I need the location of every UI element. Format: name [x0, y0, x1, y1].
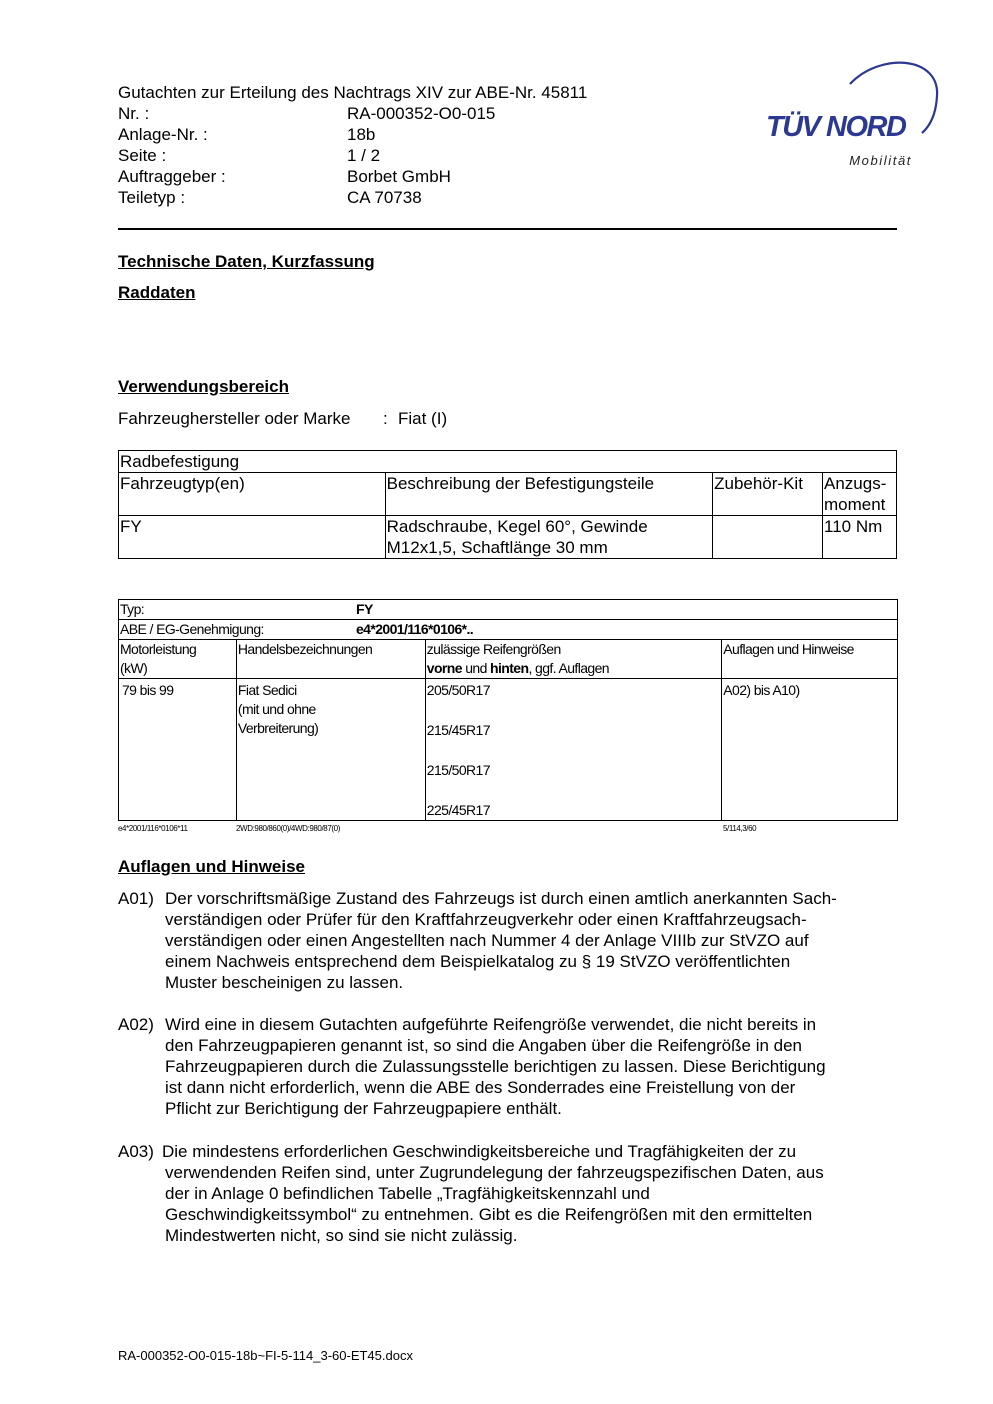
abe-value: e4*2001/116*0106*..	[356, 621, 474, 637]
reifen-rest: , ggf. Auflagen	[528, 660, 609, 676]
table-row	[119, 600, 898, 620]
tiny-note-approval: e4*2001/116*0106*11	[118, 824, 188, 833]
cell-beschreibung-line1: Radschraube, Kegel 60°, Gewinde	[386, 517, 648, 536]
manufacturer-label: Fahrzeughersteller oder Marke	[118, 409, 351, 428]
note-a02	[118, 1014, 898, 1119]
col-reifen-line2	[427, 659, 720, 678]
reifen-und: und	[461, 660, 491, 676]
radbefestigung-table	[118, 450, 897, 559]
handel-line3: Verbreiterung)	[237, 720, 319, 736]
tuev-nord-logo	[762, 58, 942, 173]
cell-auflagen: A02) bis A10)	[722, 679, 898, 821]
manufacturer-line	[118, 408, 618, 429]
note-line: Muster bescheinigen zu lassen.	[165, 973, 404, 992]
footer-filename: RA-000352-O0-015-18b~FI-5-114_3-60-ET45.docx	[118, 1348, 413, 1363]
note-a03	[118, 1141, 898, 1246]
tyre-size: 215/45R17	[426, 722, 490, 738]
header-value: 18b	[347, 125, 376, 144]
typ-label: Typ:	[120, 601, 145, 617]
header-value: CA 70738	[347, 188, 422, 207]
typ-row	[119, 600, 898, 620]
manufacturer-separator: :	[383, 409, 388, 428]
cell-beschreibung-line2: M12x1,5, Schaftlänge 30 mm	[386, 538, 608, 557]
header-divider	[118, 228, 897, 230]
section-raddaten: Raddaten	[118, 283, 196, 302]
note-line: verwendenden Reifen sind, unter Zugrundelegung der fahrzeugspezifischen Daten, aus	[165, 1163, 824, 1182]
section-verwendungsbereich: Verwendungsbereich	[118, 377, 289, 396]
col-motorleistung-line1: Motorleistung	[120, 641, 197, 657]
tiny-note-weights: 2WD:980/860(0)/4WD:980/87(0)	[236, 824, 340, 833]
header-row-anlage	[118, 124, 587, 145]
note-line: Pflicht zur Berichtigung der Fahrzeugpapiere enthält.	[165, 1099, 562, 1118]
table-row	[119, 451, 897, 473]
col-reifengroessen	[425, 640, 721, 679]
section-technische-daten: Technische Daten, Kurzfassung	[118, 252, 375, 271]
col-motorleistung-line2: (kW)	[120, 660, 148, 676]
reifen-vorne: vorne	[426, 660, 462, 676]
note-line: Geschwindigkeitssymbol“ zu entnehmen. Gibt es die Reifengrößen mit den ermittelten	[165, 1205, 813, 1224]
document-header	[118, 82, 587, 208]
cell-reifengroessen	[425, 679, 721, 821]
abe-label: ABE / EG-Genehmigung:	[120, 621, 264, 637]
tiny-note-bolt-pattern: 5/114,3/60	[723, 824, 757, 833]
header-label: Anlage-Nr. :	[118, 125, 208, 144]
note-body	[118, 1014, 898, 1119]
col-zubehoer-kit: Zubehör-Kit	[713, 473, 823, 516]
header-label: Nr. :	[118, 104, 150, 123]
reifen-hinten: hinten	[490, 660, 529, 676]
note-line: Der vorschriftsmäßige Zustand des Fahrzeugs ist durch einen amtlich anerkannten Sach-	[165, 889, 837, 908]
cell-fahrzeugtyp: FY	[119, 516, 386, 559]
abe-row	[119, 620, 898, 640]
note-line: Wird eine in diesem Gutachten aufgeführte Reifengröße verwendet, die nicht bereits in	[165, 1015, 817, 1034]
col-handelsbezeichnungen: Handelsbezeichnungen	[236, 640, 425, 679]
logo-sub: Mobilität	[849, 153, 912, 168]
cell-beschreibung	[385, 516, 712, 559]
col-anzugsmoment-line2: moment	[824, 495, 886, 514]
radbefestigung-title: Radbefestigung	[119, 451, 897, 473]
col-fahrzeugtyp: Fahrzeugtyp(en)	[119, 473, 386, 516]
header-row-nr	[118, 103, 587, 124]
header-label: Seite :	[118, 146, 167, 165]
note-body	[118, 1141, 898, 1246]
header-label: Auftraggeber :	[118, 167, 226, 186]
section-auflagen: Auflagen und Hinweise	[118, 857, 306, 876]
header-row-auftraggeber	[118, 166, 587, 187]
note-number: A03)	[118, 1142, 154, 1161]
col-reifen-line1: zulässige Reifengrößen	[426, 641, 561, 657]
manufacturer-value: Fiat (I)	[398, 409, 448, 428]
col-beschreibung: Beschreibung der Befestigungsteile	[385, 473, 712, 516]
tyre-size: 215/50R17	[426, 762, 490, 778]
header-value: RA-000352-O0-015	[347, 104, 496, 123]
header-label: Teiletyp :	[118, 188, 186, 207]
handel-line2: (mit und ohne	[237, 701, 316, 717]
note-line: Fahrzeugpapieren durch die Zulassungsstelle berichtigen zu lassen. Diese Berichtigung	[165, 1057, 826, 1076]
note-a01	[118, 888, 898, 993]
document-title: Gutachten zur Erteilung des Nachtrags XIV zur ABE-Nr. 45811	[118, 83, 588, 102]
note-line: Die mindestens erforderlichen Geschwindigkeitsbereiche und Tragfähigkeiten der zu	[162, 1142, 797, 1161]
col-anzugsmoment-line1: Anzugs-	[824, 474, 887, 493]
cell-motorleistung: 79 bis 99	[119, 679, 237, 821]
header-row-seite	[118, 145, 587, 166]
cell-anzugsmoment: 110 Nm	[823, 516, 897, 559]
note-line: Mindestwerten nicht, so sind sie nicht zulässig.	[165, 1226, 518, 1245]
col-auflagen: Auflagen und Hinweise	[722, 640, 898, 679]
note-line: den Fahrzeugpapieren genannt ist, so sind die Angaben über die Reifengröße in den	[165, 1036, 803, 1055]
table-row	[119, 516, 897, 559]
table-row	[119, 679, 898, 821]
typ-value: FY	[356, 601, 373, 617]
col-motorleistung	[119, 640, 237, 679]
note-line: der in Anlage 0 befindlichen Tabelle „Tragfähigkeitskennzahl und	[165, 1184, 650, 1203]
note-body	[118, 888, 898, 993]
note-line: verständigen oder Prüfer für den Kraftfahrzeugverkehr oder einen Kraftfahrzeugsach-	[165, 910, 807, 929]
logo-brand: TÜV NORD	[766, 111, 906, 143]
note-line: verständigen oder einen Angestellten nach Nummer 4 der Anlage VIIIb zur StVZO auf	[165, 931, 809, 950]
header-value: Borbet GmbH	[347, 167, 451, 186]
table-header-row	[119, 640, 898, 679]
note-line: einem Nachweis entsprechend dem Beispielkatalog zu § 19 StVZO veröffentlichten	[165, 952, 791, 971]
header-value: 1 / 2	[347, 146, 381, 165]
tyre-size: 225/45R17	[426, 802, 490, 818]
table-header-row	[119, 473, 897, 516]
table-row	[119, 620, 898, 640]
tyre-size: 205/50R17	[426, 682, 490, 698]
header-row-teiletyp	[118, 187, 587, 208]
typ-table	[118, 599, 898, 821]
cell-handelsbezeichnung	[236, 679, 425, 821]
col-anzugsmoment	[823, 473, 897, 516]
cell-zubehoer-kit	[713, 516, 823, 559]
handel-line1: Fiat Sedici	[237, 682, 297, 698]
note-line: ist dann nicht erforderlich, wenn die ABE des Sonderrades eine Freistellung von der	[165, 1078, 796, 1097]
note-number: A01)	[118, 889, 154, 908]
note-number: A02)	[118, 1015, 154, 1034]
